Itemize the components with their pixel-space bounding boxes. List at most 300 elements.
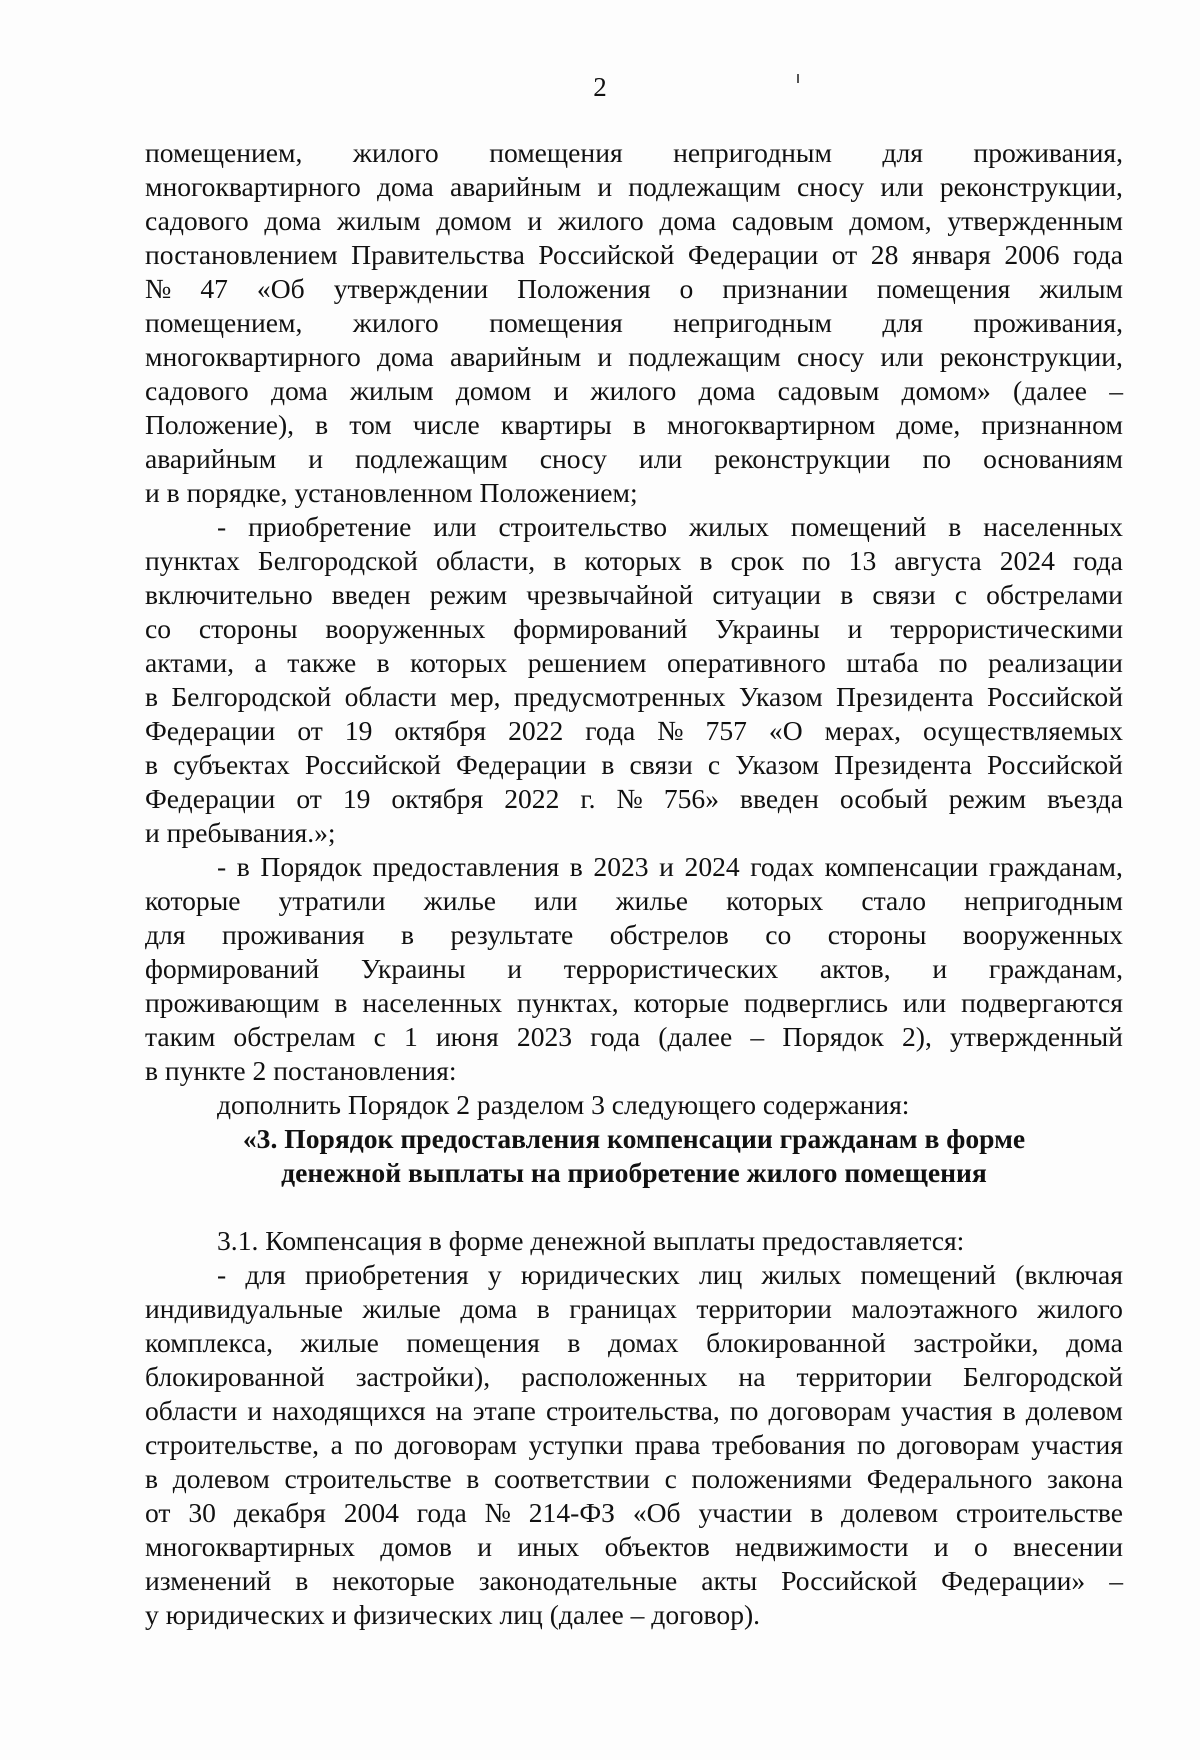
word: жилым xyxy=(1039,273,1123,304)
word: и xyxy=(247,1395,263,1426)
word: решением xyxy=(527,647,647,678)
text-line: дополнить Порядок 2 разделом 3 следующего содержания: xyxy=(217,1089,910,1120)
word: лиц xyxy=(698,1259,743,1290)
word: многоквартирном xyxy=(666,409,876,440)
word: Российской xyxy=(304,749,441,780)
word: 19 xyxy=(344,715,373,746)
text-line xyxy=(145,238,1123,272)
word: (включая xyxy=(1015,1259,1123,1290)
word: подвергаются xyxy=(961,987,1123,1018)
paragraph-acquisition-legal-entities xyxy=(145,1258,1123,1632)
word: в xyxy=(376,647,390,678)
word: г. xyxy=(580,783,596,814)
word: режим xyxy=(429,579,508,610)
word: октября xyxy=(394,715,487,746)
word: террористическими xyxy=(890,613,1123,644)
word: 756» xyxy=(663,783,719,814)
word: многоквартирных xyxy=(145,1531,355,1562)
word: садовым xyxy=(731,205,834,236)
word: актов, xyxy=(819,953,891,984)
word: которых xyxy=(584,545,682,576)
word: жилые xyxy=(362,1293,441,1324)
word: утратили xyxy=(278,885,386,916)
word: аварийным xyxy=(449,341,582,372)
word: обстрелов xyxy=(609,919,729,950)
text-line xyxy=(145,884,1123,918)
text-line: и пребывания.»; xyxy=(145,817,336,848)
word: населенных xyxy=(362,987,503,1018)
word: аварийным xyxy=(449,171,582,202)
word: 30 xyxy=(188,1497,216,1528)
word: дома xyxy=(376,341,434,372)
word: для xyxy=(145,919,186,950)
word: Порядок xyxy=(782,1021,884,1052)
word: долевом xyxy=(840,1497,939,1528)
word: о xyxy=(679,273,694,304)
text-line xyxy=(145,646,1123,680)
word: 13 xyxy=(848,545,877,576)
word: утверждении xyxy=(333,273,489,304)
word: особый xyxy=(839,783,928,814)
word: Российской xyxy=(986,749,1123,780)
word: реконструкции, xyxy=(939,341,1123,372)
word: утвержденным xyxy=(947,205,1123,236)
word: субъектах xyxy=(173,749,290,780)
heading-line: «3. Порядок предоставления компенсации гражданам в форме xyxy=(242,1123,1026,1154)
word: которых xyxy=(410,647,508,678)
text-line: 3.1. Компенсация в форме денежной выплаты предоставляется: xyxy=(217,1225,965,1256)
word: а xyxy=(330,1429,343,1460)
word: стало xyxy=(861,885,927,916)
word: квартиры xyxy=(500,409,612,440)
word: Федерации» xyxy=(941,1565,1086,1596)
word: реализации xyxy=(988,647,1123,678)
word: по xyxy=(354,1429,383,1460)
word: и xyxy=(507,953,523,984)
word: или xyxy=(534,885,578,916)
word: от xyxy=(145,1497,171,1528)
word: террористических xyxy=(563,953,779,984)
text-line xyxy=(145,578,1123,612)
text-line: и в порядке, установленном Положением; xyxy=(145,477,638,508)
word: от xyxy=(296,783,322,814)
word: в xyxy=(145,681,159,712)
word: таким xyxy=(145,1021,216,1052)
word: Белгородской xyxy=(963,1361,1123,1392)
word: Порядок xyxy=(260,851,362,882)
text-line xyxy=(145,986,1123,1020)
word: дома xyxy=(376,171,434,202)
word: и xyxy=(527,205,543,236)
word: в xyxy=(145,749,159,780)
word: года xyxy=(1073,545,1123,576)
word: Положения xyxy=(517,273,651,304)
word: в xyxy=(295,1565,309,1596)
word: территории xyxy=(696,1293,832,1324)
word: приобретение xyxy=(248,511,412,542)
word: комплекса, xyxy=(145,1327,273,1358)
word: с xyxy=(664,1463,677,1494)
word: въезда xyxy=(1047,783,1123,814)
word: жилого xyxy=(1037,1293,1123,1324)
text-line xyxy=(145,544,1123,578)
document-body xyxy=(145,136,1123,1632)
word: – xyxy=(1109,1565,1123,1596)
word: признании xyxy=(722,273,848,304)
word: № xyxy=(145,273,172,304)
word: малоэтажного xyxy=(851,1293,1018,1324)
word: блокированной xyxy=(706,1327,886,1358)
word: (далее xyxy=(658,1021,733,1052)
word: 2022 xyxy=(504,783,560,814)
word: соответствии xyxy=(493,1463,650,1494)
word: по xyxy=(857,1429,886,1460)
word: иных xyxy=(517,1531,580,1562)
word: и xyxy=(847,613,863,644)
word: блокированной xyxy=(145,1361,325,1392)
text-line xyxy=(145,1326,1123,1360)
word: внесении xyxy=(1013,1531,1123,1562)
word: Федерации xyxy=(145,783,276,814)
word: в xyxy=(840,579,854,610)
text-line xyxy=(145,408,1123,442)
text-line xyxy=(145,918,1123,952)
word: и xyxy=(477,1531,493,1562)
word: чрезвычайной xyxy=(526,579,694,610)
word: и xyxy=(308,443,324,474)
text-line xyxy=(145,1428,1123,1462)
word: пунктах, xyxy=(516,987,619,1018)
word: на xyxy=(435,1395,463,1426)
word: подлежащим xyxy=(355,443,508,474)
text-line xyxy=(145,1292,1123,1326)
word: обстрелам xyxy=(233,1021,356,1052)
word: в xyxy=(569,851,583,882)
word: аварийным xyxy=(145,443,277,474)
word: в xyxy=(567,1327,581,1358)
word: с xyxy=(954,579,968,610)
word: домом xyxy=(436,205,512,236)
word: Российской xyxy=(538,239,675,270)
word: для xyxy=(245,1259,286,1290)
word: сносу xyxy=(797,171,865,202)
word: Украины xyxy=(360,953,466,984)
word: июня xyxy=(435,1021,499,1052)
word: мерах, xyxy=(824,715,902,746)
word: годах xyxy=(750,851,815,882)
text-line xyxy=(145,1258,1123,1292)
word: жилым xyxy=(336,205,421,236)
word: непригодным xyxy=(673,137,832,168)
word: жилье xyxy=(615,885,689,916)
word: № xyxy=(484,1497,511,1528)
word: 2023 xyxy=(516,1021,573,1052)
text-line xyxy=(145,748,1123,782)
word: – xyxy=(750,1021,765,1052)
word: Российской xyxy=(781,1565,918,1596)
word: в xyxy=(632,409,646,440)
word: по xyxy=(801,545,831,576)
word: 2004 xyxy=(343,1497,399,1528)
word: на xyxy=(738,1361,766,1392)
word: 28 xyxy=(870,239,899,270)
paragraph-order-2 xyxy=(145,850,1123,1088)
word: застройки), xyxy=(355,1361,491,1392)
word: помещения xyxy=(489,137,623,168)
word: Президента xyxy=(834,749,972,780)
text-line: в пункте 2 постановления: xyxy=(145,1055,457,1086)
word: августа xyxy=(894,545,982,576)
word: Правительства xyxy=(351,239,525,270)
word: предусмотренных xyxy=(513,681,726,712)
word: 214-ФЗ xyxy=(528,1497,615,1528)
word: в xyxy=(1002,1395,1016,1426)
word: связи xyxy=(629,749,693,780)
word: многоквартирного xyxy=(145,171,361,202)
word: этапе xyxy=(472,1395,536,1426)
word: – xyxy=(1109,375,1123,406)
word: и xyxy=(933,1531,949,1562)
word: Положение), xyxy=(145,409,295,440)
word: помещением, xyxy=(145,307,303,338)
text-line xyxy=(145,612,1123,646)
text-line xyxy=(145,306,1123,340)
text-line xyxy=(145,442,1123,476)
word: дома xyxy=(1066,1327,1123,1358)
word: домов xyxy=(380,1531,452,1562)
word: Федерации xyxy=(145,715,276,746)
word: строительства, xyxy=(545,1395,720,1426)
text-line xyxy=(145,850,1123,884)
word: законодательные xyxy=(478,1565,678,1596)
word: жилым xyxy=(349,375,434,406)
word: Указом xyxy=(735,749,820,780)
word: 2006 xyxy=(1004,239,1060,270)
word: от xyxy=(297,715,323,746)
word: проживания xyxy=(221,919,365,950)
word: в xyxy=(401,919,415,950)
word: долевом xyxy=(172,1463,270,1494)
word: дома xyxy=(460,1293,518,1324)
word: непригодным xyxy=(964,885,1123,916)
word: юридических xyxy=(520,1259,680,1290)
word: компенсации xyxy=(824,851,979,882)
text-line xyxy=(145,1564,1123,1598)
word: - xyxy=(217,1259,227,1290)
word: Российской xyxy=(986,681,1123,712)
word: - xyxy=(217,511,227,542)
word: жилые xyxy=(300,1327,379,1358)
word: в xyxy=(315,409,329,440)
word: января xyxy=(911,239,991,270)
word: домом» xyxy=(901,375,991,406)
text-line xyxy=(145,782,1123,816)
word: участия xyxy=(1031,1429,1123,1460)
word: изменений xyxy=(145,1565,272,1596)
word: помещений xyxy=(860,1259,997,1290)
word: жилье xyxy=(423,885,497,916)
word: садового xyxy=(145,205,249,236)
word: № xyxy=(616,783,643,814)
word: 2024 xyxy=(999,545,1055,576)
text-line xyxy=(145,272,1123,306)
word: сносу xyxy=(539,443,607,474)
word: для xyxy=(882,137,923,168)
word: некоторые xyxy=(332,1565,455,1596)
word: в xyxy=(334,987,348,1018)
word: и xyxy=(659,851,674,882)
paragraph-supplement xyxy=(145,1088,1123,1122)
word: реконструкции, xyxy=(939,171,1123,202)
word: от xyxy=(831,239,858,270)
word: «О xyxy=(768,715,803,746)
text-line xyxy=(145,1462,1123,1496)
word: помещения xyxy=(489,307,623,338)
word: также xyxy=(287,647,357,678)
word: помещением, xyxy=(145,137,303,168)
word: постановлением xyxy=(145,239,338,270)
word: результате xyxy=(450,919,574,950)
word: которых xyxy=(726,885,824,916)
word: дома xyxy=(270,375,328,406)
paragraph-3-1 xyxy=(145,1224,1123,1258)
word: дома xyxy=(698,375,756,406)
word: границах xyxy=(569,1293,677,1324)
word: договорам xyxy=(394,1429,518,1460)
word: по xyxy=(729,1395,759,1426)
word: территории xyxy=(796,1361,932,1392)
word: проживания, xyxy=(973,137,1123,168)
word: вооруженных xyxy=(962,919,1123,950)
word: приобретения xyxy=(305,1259,469,1290)
word: Украины xyxy=(715,613,820,644)
word: введен xyxy=(740,783,819,814)
word: осуществляемых xyxy=(923,715,1123,746)
word: предоставления xyxy=(372,851,560,882)
text-line xyxy=(145,714,1123,748)
text-line xyxy=(145,1496,1123,1530)
word: строительстве xyxy=(284,1463,452,1494)
word: ситуации xyxy=(712,579,822,610)
word: штаба xyxy=(846,647,919,678)
word: подверглись xyxy=(743,987,888,1018)
word: индивидуальные xyxy=(145,1293,344,1324)
text-line xyxy=(145,1530,1123,1564)
word: со xyxy=(145,613,172,644)
word: требования xyxy=(712,1429,846,1460)
word: строительстве, xyxy=(145,1429,319,1460)
word: объектов xyxy=(604,1531,710,1562)
word: года xyxy=(590,1021,641,1052)
word: в xyxy=(466,1463,480,1494)
word: или xyxy=(433,511,477,542)
text-line xyxy=(145,1360,1123,1394)
word: и xyxy=(597,341,613,372)
word: жилых xyxy=(761,1259,842,1290)
word: признанном xyxy=(981,409,1123,440)
word: Белгородской xyxy=(171,681,332,712)
text-line xyxy=(145,340,1123,374)
word: обстрелами xyxy=(986,579,1123,610)
word: договорам xyxy=(897,1429,1020,1460)
word: договорам xyxy=(768,1395,891,1426)
word: застройки, xyxy=(913,1327,1039,1358)
word: в xyxy=(236,851,250,882)
word: о xyxy=(973,1531,988,1562)
word: области xyxy=(145,1395,238,1426)
word: гражданам, xyxy=(988,953,1123,984)
word: 19 xyxy=(342,783,371,814)
word: (далее xyxy=(1013,375,1087,406)
word: актами, xyxy=(145,647,235,678)
word: со xyxy=(765,919,792,950)
scan-speck xyxy=(797,74,799,83)
word: жилого xyxy=(590,375,677,406)
word: области xyxy=(344,681,437,712)
word: домах xyxy=(607,1327,679,1358)
word: многоквартирного xyxy=(145,341,361,372)
blank-line xyxy=(145,1190,1123,1224)
word: в xyxy=(948,511,962,542)
word: населенных xyxy=(983,511,1123,542)
text-line xyxy=(145,1020,1123,1054)
word: основаниям xyxy=(983,443,1123,474)
word: или xyxy=(880,341,924,372)
word: жилого xyxy=(352,307,439,338)
word: садового xyxy=(145,375,249,406)
word: строительстве xyxy=(955,1497,1123,1528)
word: «Об xyxy=(632,1497,681,1528)
section-heading xyxy=(145,1122,1123,1190)
word: у xyxy=(487,1259,502,1290)
word: доме, xyxy=(896,409,961,440)
word: связи xyxy=(872,579,936,610)
word: введен xyxy=(331,579,411,610)
word: года xyxy=(416,1497,467,1528)
word: года xyxy=(1073,239,1123,270)
paragraph-acquisition-belgorod xyxy=(145,510,1123,850)
word: Федерального xyxy=(866,1463,1033,1494)
word: 757 xyxy=(705,715,747,746)
word: в xyxy=(699,545,713,576)
word: 2024 xyxy=(684,851,740,882)
text-line xyxy=(145,1394,1123,1428)
word: стороны xyxy=(198,613,298,644)
word: подлежащим xyxy=(628,171,781,202)
word: с xyxy=(707,749,721,780)
word: которые xyxy=(633,987,730,1018)
word: в xyxy=(553,545,567,576)
word: с xyxy=(373,1021,386,1052)
word: права xyxy=(634,1429,701,1460)
word: помещения xyxy=(876,273,1011,304)
word: 2023 xyxy=(593,851,649,882)
paragraph-positions-continuation xyxy=(145,136,1123,510)
word: оперативного xyxy=(666,647,826,678)
word: или xyxy=(880,171,924,202)
word: и xyxy=(932,953,948,984)
word: реконструкции xyxy=(714,443,891,474)
word: пунктах xyxy=(145,545,240,576)
text-line xyxy=(145,204,1123,238)
text-line xyxy=(145,170,1123,204)
word: в xyxy=(536,1293,550,1324)
word: помещения xyxy=(406,1327,540,1358)
word: положениями xyxy=(691,1463,853,1494)
word: жилого xyxy=(557,205,644,236)
word: подлежащим xyxy=(628,341,781,372)
word: строительство xyxy=(498,511,668,542)
